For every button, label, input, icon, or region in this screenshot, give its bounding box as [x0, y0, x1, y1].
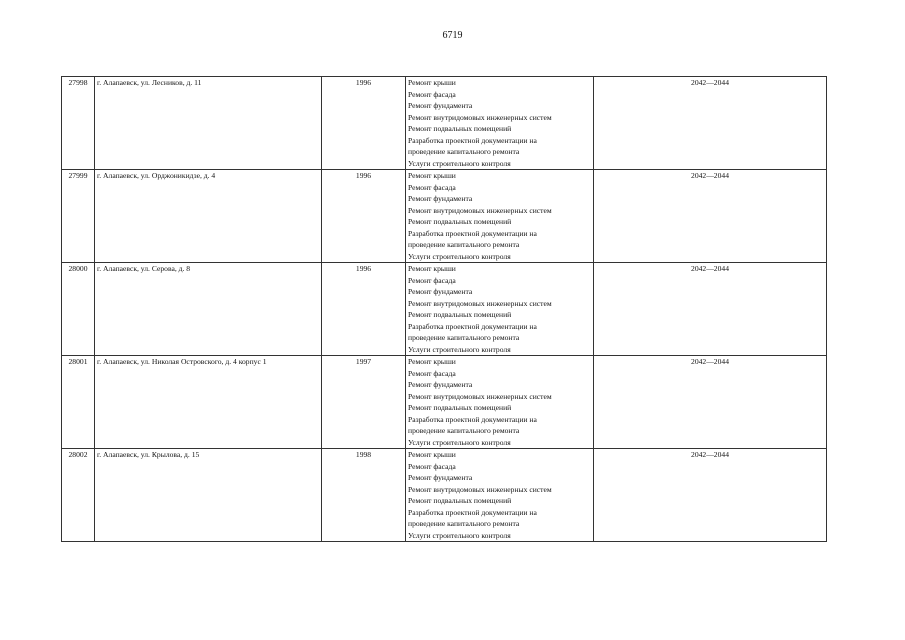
work-item: Услуги строительного контроля	[408, 437, 511, 447]
table-row	[62, 449, 827, 542]
work-item: проведение капитального ремонта	[408, 240, 520, 249]
row-address: г. Алапаевск, ул. Крылова, д. 15	[95, 449, 322, 542]
work-item: Разработка проектной документации на	[408, 321, 537, 331]
work-item: Ремонт подвальных помещений	[408, 496, 512, 505]
work-item: Ремонт внутридомовых инженерных систем	[408, 484, 552, 494]
work-item: Ремонт фасада	[408, 461, 456, 471]
work-item: Ремонт фундамента	[408, 194, 473, 203]
work-item: Разработка проектной документации на	[408, 135, 537, 145]
row-works	[406, 449, 594, 542]
work-item: Услуги строительного контроля	[408, 530, 511, 540]
work-item: проведение капитального ремонта	[408, 519, 520, 528]
row-year: 1996	[322, 77, 406, 170]
row-period: 2042—2044	[594, 263, 827, 356]
work-item: Ремонт крыши	[408, 78, 456, 87]
registry-table	[61, 76, 827, 542]
work-item: Ремонт внутридомовых инженерных систем	[408, 205, 552, 215]
work-item: Ремонт внутридомовых инженерных систем	[408, 112, 552, 122]
row-period: 2042—2044	[594, 356, 827, 449]
work-item: Ремонт внутридомовых инженерных систем	[408, 391, 552, 401]
work-item: Ремонт фасада	[408, 275, 456, 285]
work-item: Ремонт фундамента	[408, 101, 473, 110]
row-address: г. Алапаевск, ул. Орджоникидзе, д. 4	[95, 170, 322, 263]
work-item: Ремонт крыши	[408, 357, 456, 366]
row-address: г. Алапаевск, ул. Серова, д. 8	[95, 263, 322, 356]
table-row	[62, 263, 827, 356]
work-item: проведение капитального ремонта	[408, 333, 520, 342]
work-item: Ремонт фундамента	[408, 287, 473, 296]
row-id: 28001	[62, 356, 95, 449]
table-row	[62, 77, 827, 170]
work-item: Разработка проектной документации на	[408, 228, 537, 238]
work-item: Ремонт подвальных помещений	[408, 310, 512, 319]
row-address: г. Алапаевск, ул. Николая Островского, д. 4 корпус 1	[95, 356, 322, 449]
row-year: 1996	[322, 170, 406, 263]
row-period: 2042—2044	[594, 170, 827, 263]
work-item: Услуги строительного контроля	[408, 344, 511, 354]
work-item: Ремонт подвальных помещений	[408, 403, 512, 412]
work-item: Ремонт внутридомовых инженерных систем	[408, 298, 552, 308]
work-item: Ремонт фасада	[408, 182, 456, 192]
work-item: Ремонт подвальных помещений	[408, 124, 512, 133]
row-works	[406, 77, 594, 170]
row-period: 2042—2044	[594, 77, 827, 170]
work-item: Разработка проектной документации на	[408, 507, 537, 517]
row-works	[406, 170, 594, 263]
work-item: Разработка проектной документации на	[408, 414, 537, 424]
table-row	[62, 170, 827, 263]
row-year: 1998	[322, 449, 406, 542]
row-year: 1996	[322, 263, 406, 356]
work-item: Ремонт подвальных помещений	[408, 217, 512, 226]
row-works	[406, 356, 594, 449]
work-item: Ремонт фасада	[408, 89, 456, 99]
work-item: проведение капитального ремонта	[408, 426, 520, 435]
row-id: 28002	[62, 449, 95, 542]
row-id: 27999	[62, 170, 95, 263]
work-item: Ремонт фасада	[408, 368, 456, 378]
row-works	[406, 263, 594, 356]
work-item: Услуги строительного контроля	[408, 251, 511, 261]
row-year: 1997	[322, 356, 406, 449]
work-item: Ремонт крыши	[408, 450, 456, 459]
row-id: 28000	[62, 263, 95, 356]
work-item: Ремонт фундамента	[408, 380, 473, 389]
page-number: 6719	[442, 30, 463, 41]
work-item: Ремонт крыши	[408, 171, 456, 180]
table-row	[62, 356, 827, 449]
work-item: Услуги строительного контроля	[408, 158, 511, 168]
work-item: Ремонт крыши	[408, 264, 456, 273]
work-item: Ремонт фундамента	[408, 473, 473, 482]
row-period: 2042—2044	[594, 449, 827, 542]
row-id: 27998	[62, 77, 95, 170]
row-address: г. Алапаевск, ул. Лесников, д. 11	[95, 77, 322, 170]
work-item: проведение капитального ремонта	[408, 147, 520, 156]
